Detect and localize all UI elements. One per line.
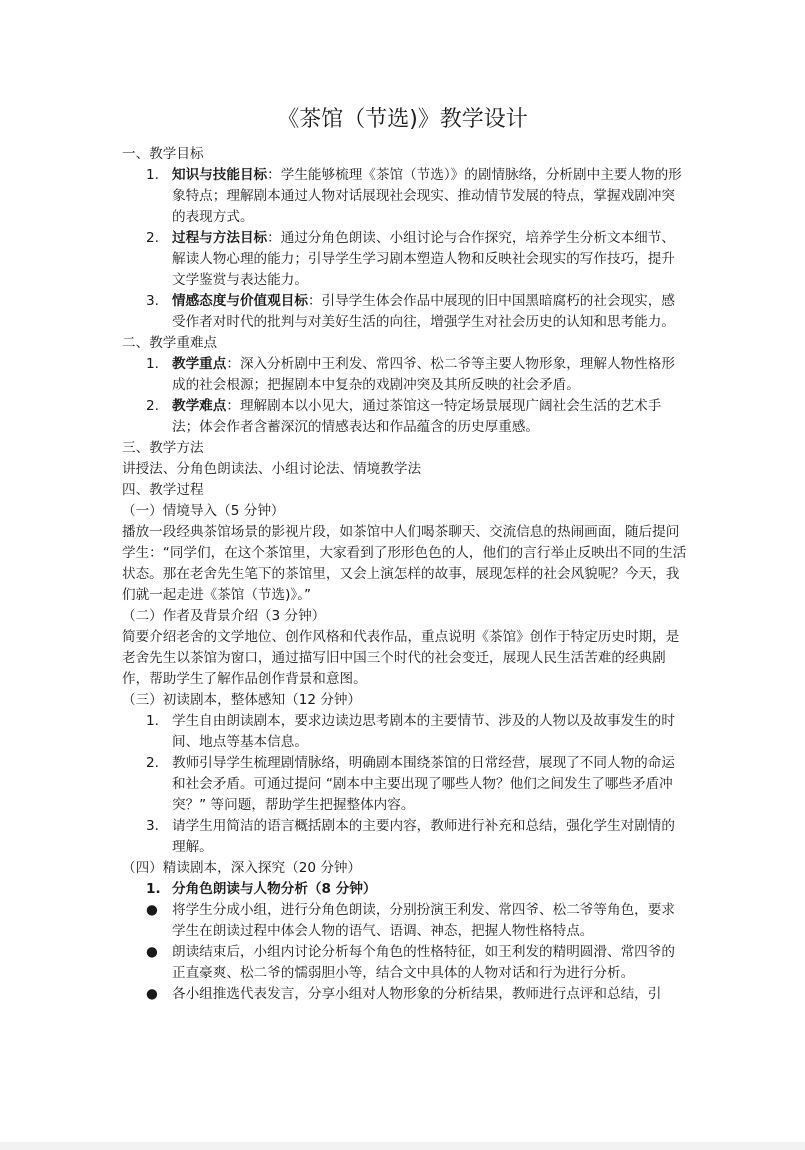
- process-part4-heading: （四）精读剧本，深入探究（20 分钟）: [122, 860, 362, 876]
- process-part3-item-text: 教师引导学生梳理剧情脉络，明确剧本围绕茶馆的日常经营，展现了不同人物的命运和社会矛盾。可通过提问 “剧本中主要出现了哪些人物？他们之间发生了哪些矛盾冲突？” 等问题，帮助学生把握整体内容。: [172, 755, 675, 813]
- process-part4-subheading: [122, 879, 687, 900]
- process-part4-subheading-text: 分角色朗读与人物分析（8 分钟）: [172, 881, 377, 897]
- bullet-dot-icon: ●: [146, 902, 158, 918]
- process-part1-text: 播放一段经典茶馆场景的影视片段，如茶馆中人们喝茶聊天、交流信息的热闹画面，随后提问学生：“同学们，在这个茶馆里，大家看到了形形色色的人，他们的言行举止反映出不同的生活状态。那在老舍先生笔下的茶馆里，又会上演怎样的故事，展现怎样的社会风貌呢？今天，我们就一起走进《茶馆（节选)》。”: [122, 524, 687, 603]
- document-title: 《茶馆（节选)》教学设计: [277, 107, 528, 132]
- process-part3-item: [122, 753, 687, 816]
- list-number: 1.: [146, 881, 161, 897]
- list-number: 2.: [146, 755, 159, 771]
- process-part2-text: 简要介绍老舍的文学地位、创作风格和代表作品，重点说明《茶馆》创作于特定历史时期，是老舍先生以茶馆为窗口，通过描写旧中国三个时代的社会变迁，展现人民生活苦难的经典剧作，帮助学生了解作品创作背景和意图。: [122, 629, 680, 687]
- section-heading-goals: 一、教学目标: [122, 146, 204, 162]
- goal-text: ：通过分角色朗读、小组讨论与合作探究，培养学生分析文本细节、解读人物心理的能力；引导学生学习剧本塑造人物和反映社会现实的写作技巧，提升文学鉴赏与表达能力。: [172, 230, 675, 288]
- list-number: 1.: [146, 167, 159, 183]
- key-point-label: 教学重点: [172, 356, 227, 372]
- section-heading-process: 四、教学过程: [122, 482, 204, 498]
- key-point-label: 教学难点: [172, 398, 227, 414]
- key-point-text: ：理解剧本以小见大，通过茶馆这一特定场景展现广阔社会生活的艺术手法；体会作者含蓄深沉的情感表达和作品蕴含的历史厚重感。: [172, 398, 662, 435]
- bullet-item: [122, 942, 687, 984]
- goal-label: 过程与方法目标: [172, 230, 268, 246]
- bullet-dot-icon: ●: [146, 944, 158, 960]
- goal-item: [122, 165, 687, 228]
- bullet-text: 各小组推选代表发言，分享小组对人物形象的分析结果，教师进行点评和总结，引: [172, 986, 662, 1002]
- key-point-item: [122, 354, 687, 396]
- process-part1-heading: （一）情境导入（5 分钟）: [122, 503, 285, 519]
- key-point-text: ：深入分析剧中王利发、常四爷、松二爷等主要人物形象，理解人物性格形成的社会根源；把握剧本中复杂的戏剧冲突及其所反映的社会矛盾。: [172, 356, 675, 393]
- bullet-text: 将学生分成小组，进行分角色朗读，分别扮演王利发、常四爷、松二爷等角色，要求学生在朗读过程中体会人物的语气、语调、神态，把握人物性格特点。: [172, 902, 675, 939]
- goal-label: 知识与技能目标: [172, 167, 268, 183]
- process-part3-heading: （三）初读剧本，整体感知（12 分钟）: [122, 692, 362, 708]
- bullet-item: [122, 984, 687, 1005]
- process-part3-item: [122, 816, 687, 858]
- process-part3-item-text: 学生自由朗读剧本，要求边读边思考剧本的主要情节、涉及的人物以及故事发生的时间、地点等基本信息。: [172, 713, 675, 750]
- bullet-text: 朗读结束后，小组内讨论分析每个角色的性格特征，如王利发的精明圆滑、常四爷的正直豪爽、松二爷的懦弱胆小等，结合文中具体的人物对话和行为进行分析。: [172, 944, 675, 981]
- list-number: 3.: [146, 293, 159, 309]
- list-number: 1.: [146, 713, 159, 729]
- list-number: 1.: [146, 356, 159, 372]
- section-heading-key-points: 二、教学重难点: [122, 335, 218, 351]
- bullet-dot-icon: ●: [146, 986, 158, 1002]
- goal-item: [122, 291, 687, 333]
- goal-text: ：引导学生体会作品中展现的旧中国黑暗腐朽的社会现实，感受作者对时代的批判与对美好生活的向往，增强学生对社会历史的认知和思考能力。: [172, 293, 675, 330]
- process-part3-item: [122, 711, 687, 753]
- document-body: [122, 144, 687, 1005]
- methods-text: 讲授法、分角色朗读法、小组讨论法、情境教学法: [122, 461, 422, 477]
- key-point-item: [122, 396, 687, 438]
- process-part3-item-text: 请学生用简洁的语言概括剧本的主要内容，教师进行补充和总结，强化学生对剧情的理解。: [172, 818, 675, 855]
- goal-item: [122, 228, 687, 291]
- process-part2-heading: （二）作者及背景介绍（3 分钟）: [122, 608, 326, 624]
- goal-label: 情感态度与价值观目标: [172, 293, 308, 309]
- list-number: 3.: [146, 818, 159, 834]
- section-heading-methods: 三、教学方法: [122, 440, 204, 456]
- list-number: 2.: [146, 230, 159, 246]
- goal-text: ：学生能够梳理《茶馆（节选）》的剧情脉络，分析剧中主要人物的形象特点；理解剧本通过人物对话展现社会现实、推动情节发展的特点，掌握戏剧冲突的表现方式。: [172, 167, 682, 225]
- list-number: 2.: [146, 398, 159, 414]
- bullet-item: [122, 900, 687, 942]
